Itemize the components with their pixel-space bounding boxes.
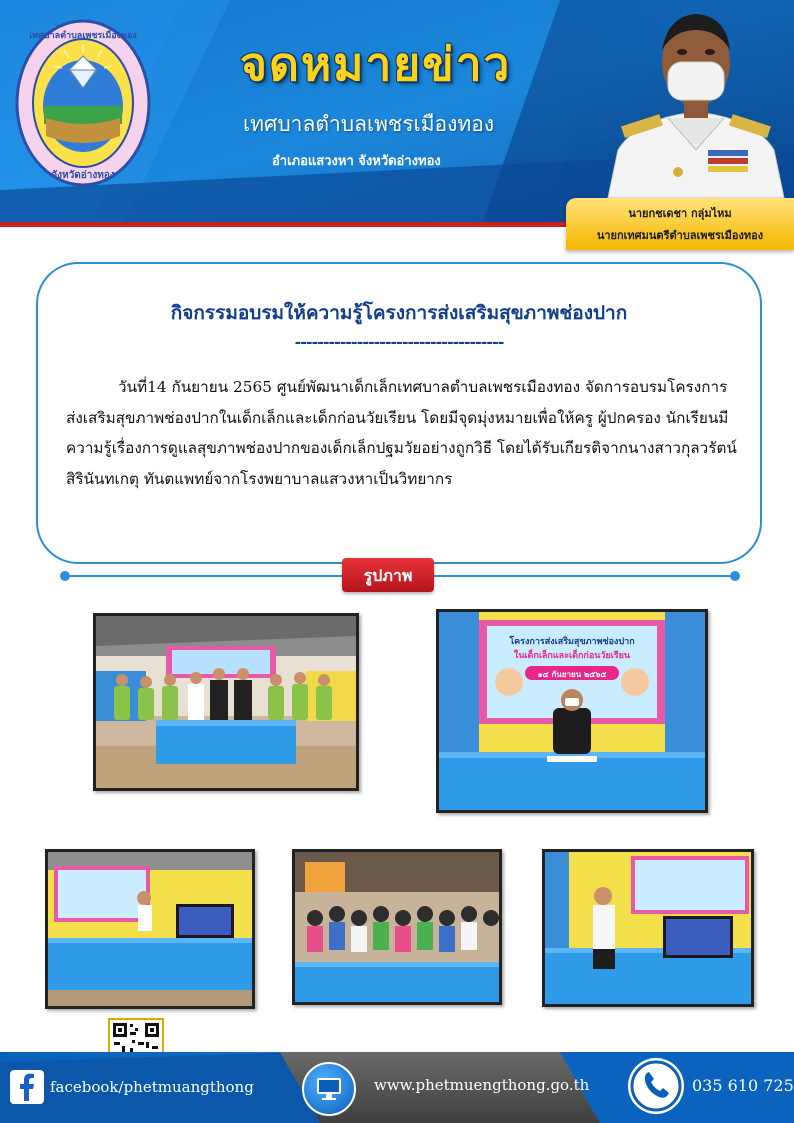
municipality-name: เทศบาลตำบลเพชรเมืองทอง	[243, 112, 495, 136]
divider-left	[66, 575, 342, 577]
facebook-link[interactable]: facebook/phetmuangthong	[50, 1078, 254, 1096]
photo-speaker	[436, 609, 708, 813]
photo-presentation-2	[542, 849, 754, 1007]
municipality-logo	[14, 18, 152, 188]
mayor-title: นายกเทศมนตรีตำบลเพชรเมืองทอง	[596, 229, 764, 242]
headline-underline: -------------------------------------	[294, 332, 504, 351]
article-body	[66, 372, 742, 494]
photo-audience	[292, 849, 502, 1005]
divider-dot-right	[730, 571, 740, 581]
logo-ring-text-top: เทศบาลตำบลเพชรเมืองทอง	[29, 31, 137, 41]
banner-subtitle: ในเด็กเล็กและเด็กก่อนวัยเรียน	[513, 651, 631, 661]
phone-number[interactable]: 035 610 725	[692, 1076, 794, 1095]
article-headline: กิจกรรมอบรมให้ความรู้โครงการส่งเสริมสุขภาพช่องปาก	[170, 302, 628, 324]
banner-date: ๑๔ กันยายน ๒๕๖๕	[537, 670, 607, 679]
photos-section-label: รูปภาพ	[363, 566, 413, 585]
phone-icon[interactable]	[628, 1058, 684, 1114]
mayor-name: นายกชเดชา กลุ่มไหม	[628, 207, 732, 220]
divider-right	[434, 575, 734, 577]
mayor-portrait	[598, 0, 794, 198]
article-paragraph: วันที่14 กันยายน 2565 ศูนย์พัฒนาเด็กเล็กเทศบาลตำบลเพชรเมืองทอง จัดการอบรมโครงการส่งเสริมสุขภาพช่องปากในเด็กเล็กและเด็กก่อนวัยเรียน โดยมีจุดมุ่งหมายเพื่อให้ครู ผู้ปกครอง นักเรียนมีความรู้เรื่องการดูแลสุขภาพช่องปากของเด็กเล็กปฐมวัยอย่างถูกวิธี โดยได้รับเกียรติจากนางสาวกุลวรัตน์ สิรินันทเกตุ ทันตแพทย์จากโรงพยาบาลแสวงหาเป็นวิทยากร	[66, 378, 737, 488]
newsletter-title: จดหมายข่าว	[240, 37, 512, 91]
facebook-icon[interactable]	[10, 1070, 44, 1104]
divider-dot-left	[60, 571, 70, 581]
article-box	[36, 262, 762, 564]
photos-section-tab	[342, 558, 434, 592]
logo-ring-text-bottom: จังหวัดอ่างทอง	[51, 170, 115, 181]
website-link[interactable]: www.phetmuengthong.go.th	[374, 1076, 590, 1094]
page-header	[0, 0, 794, 242]
district-name: อำเภอแสวงหา จังหวัดอ่างทอง	[272, 154, 441, 169]
photo-presentation-1	[45, 849, 255, 1009]
banner-title: โครงการส่งเสริมสุขภาพช่องปาก	[509, 637, 635, 647]
mayor-name-card	[566, 198, 794, 250]
photo-group	[93, 613, 359, 791]
monitor-icon[interactable]	[302, 1062, 356, 1116]
